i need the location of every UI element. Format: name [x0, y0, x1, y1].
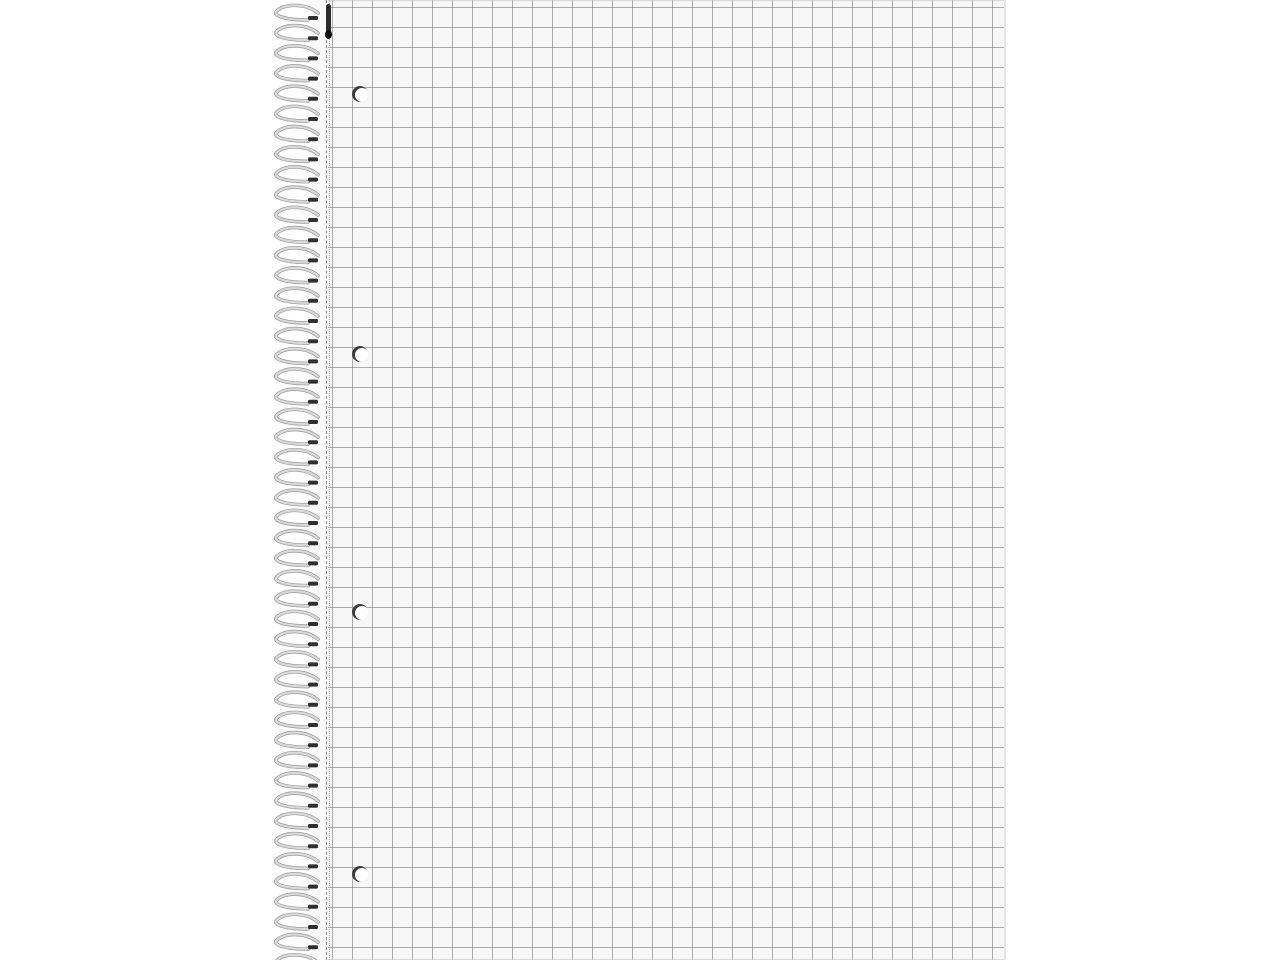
page-edge: [1004, 0, 1006, 960]
spiral-coil: [276, 834, 318, 849]
spiral-coil: [276, 430, 318, 445]
perforation-line-inner: [329, 0, 330, 960]
spiral-coil: [276, 207, 318, 222]
spiral-coil: [276, 46, 318, 61]
spiral-coil: [276, 329, 318, 344]
spiral-coil: [276, 854, 318, 869]
spiral-coil: [276, 753, 318, 768]
spiral-coil: [276, 470, 318, 485]
spiral-coil: [276, 490, 318, 505]
spiral-coil: [276, 955, 318, 960]
spiral-coil: [276, 551, 318, 566]
spiral-coil: [276, 914, 318, 929]
spiral-coil: [276, 409, 318, 424]
spiral-coil: [276, 288, 318, 303]
punch-hole-icon: [352, 866, 368, 882]
spiral-coil: [276, 147, 318, 162]
grid-paper-page: [320, 0, 1006, 960]
spiral-coil: [276, 228, 318, 243]
spiral-coil: [276, 167, 318, 182]
punch-hole-icon: [352, 604, 368, 620]
spiral-coil: [276, 813, 318, 828]
spiral-coil: [276, 874, 318, 889]
spiral-coil: [276, 248, 318, 263]
spiral-coil: [276, 692, 318, 707]
spiral-coil: [276, 611, 318, 626]
bookmark-marker-tip: [325, 30, 332, 39]
spiral-coil: [276, 672, 318, 687]
spiral-coil: [276, 308, 318, 323]
spiral-coil: [276, 733, 318, 748]
spiral-coil: [276, 894, 318, 909]
spiral-coil: [276, 369, 318, 384]
punch-hole-icon: [352, 346, 368, 362]
spiral-binding-icon: [268, 0, 328, 960]
spiral-coil: [276, 5, 318, 20]
spiral-coil: [276, 571, 318, 586]
spiral-coil: [276, 793, 318, 808]
spiral-coil: [276, 26, 318, 41]
spiral-coil: [276, 450, 318, 465]
spiral-coil: [276, 652, 318, 667]
spiral-coil: [276, 187, 318, 202]
spiral-coil: [276, 773, 318, 788]
spiral-coil: [276, 935, 318, 950]
spiral-coil: [276, 66, 318, 81]
spiral-coil: [276, 389, 318, 404]
spiral-coil: [276, 86, 318, 101]
spiral-coil: [276, 531, 318, 546]
punch-hole-icon: [352, 86, 368, 102]
spiral-coil: [276, 349, 318, 364]
spiral-coil: [276, 632, 318, 647]
spiral-coil: [276, 106, 318, 121]
spiral-coil: [276, 268, 318, 283]
spiral-coil: [276, 510, 318, 525]
spiral-coil: [276, 591, 318, 606]
spiral-coil: [276, 127, 318, 142]
spiral-coil: [276, 712, 318, 727]
